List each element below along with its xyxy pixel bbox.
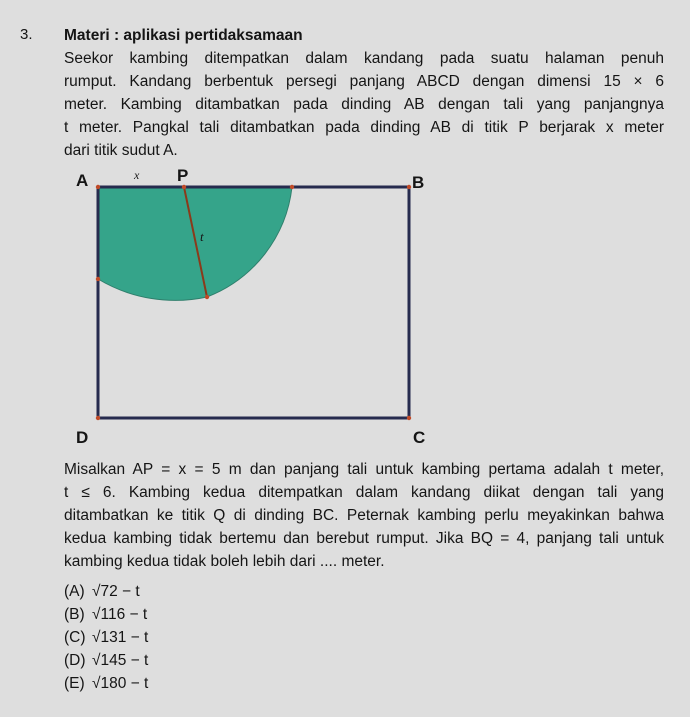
question-line: rumput. Kandang berbentuk persegi panjang ABCD dengan dimensi 15 × 6 bbox=[64, 73, 664, 90]
kandang-diagram bbox=[64, 164, 444, 459]
point-c-dot bbox=[407, 416, 411, 420]
question-line: Seekor kambing ditempatkan dalam kandang pada suatu halaman penuh bbox=[64, 50, 664, 67]
label-d: D bbox=[76, 428, 89, 447]
option-value: √116 − t bbox=[92, 605, 148, 623]
label-x: x bbox=[134, 168, 140, 182]
option-label: (E) bbox=[64, 674, 85, 692]
label-t: t bbox=[200, 229, 204, 244]
option-label: (C) bbox=[64, 628, 86, 646]
question-number: 3. bbox=[20, 26, 33, 43]
question-title: Materi : aplikasi pertidaksamaan bbox=[64, 27, 303, 44]
option-value: √145 − t bbox=[92, 651, 149, 669]
option-value: √72 − t bbox=[92, 582, 140, 600]
rope-end-dot bbox=[205, 295, 209, 299]
option-c[interactable] bbox=[64, 626, 148, 649]
question-text-2 bbox=[64, 458, 664, 573]
question-line: meter. Kambing ditambatkan pada dinding AB dengan tali yang panjangnya bbox=[64, 96, 664, 113]
option-value: √131 − t bbox=[92, 628, 149, 646]
option-d[interactable] bbox=[64, 649, 148, 672]
option-label: (B) bbox=[64, 605, 85, 623]
answer-options bbox=[64, 580, 148, 695]
option-label: (A) bbox=[64, 582, 85, 600]
question-text bbox=[64, 47, 664, 162]
label-b: B bbox=[412, 173, 425, 192]
option-value: √180 − t bbox=[92, 674, 149, 692]
label-c: C bbox=[413, 428, 426, 447]
arc-end-top-dot bbox=[290, 185, 294, 189]
question-line: ditambatkan ke titik Q di dinding BC. Peternak kambing perlu meyakinkan bahwa bbox=[64, 507, 664, 524]
point-b-dot bbox=[407, 185, 411, 189]
option-a[interactable] bbox=[64, 580, 148, 603]
point-p-dot bbox=[182, 185, 186, 189]
question-line: t meter. Pangkal tali ditambatkan pada dinding AB di titik P berjarak x meter bbox=[64, 119, 664, 136]
option-label: (D) bbox=[64, 651, 86, 669]
option-e[interactable] bbox=[64, 672, 148, 695]
question-line: dari titik sudut A. bbox=[64, 142, 178, 159]
question-line: t ≤ 6. Kambing kedua ditempatkan dalam kandang diikat dengan tali yang bbox=[64, 484, 664, 501]
point-a-dot bbox=[96, 185, 100, 189]
label-p: P bbox=[177, 166, 189, 185]
question-line: Misalkan AP = x = 5 m dan panjang tali untuk kambing pertama adalah t meter, bbox=[64, 461, 664, 478]
label-a: A bbox=[76, 171, 89, 190]
arc-end-left-dot bbox=[96, 277, 100, 281]
option-b[interactable] bbox=[64, 603, 148, 626]
point-d-dot bbox=[96, 416, 100, 420]
question-line: kambing kedua tidak boleh lebih dari .... meter. bbox=[64, 553, 385, 570]
question-line: kedua kambing tidak bertemu dan berebut rumput. Jika BQ = 4, panjang tali untuk bbox=[64, 530, 664, 547]
